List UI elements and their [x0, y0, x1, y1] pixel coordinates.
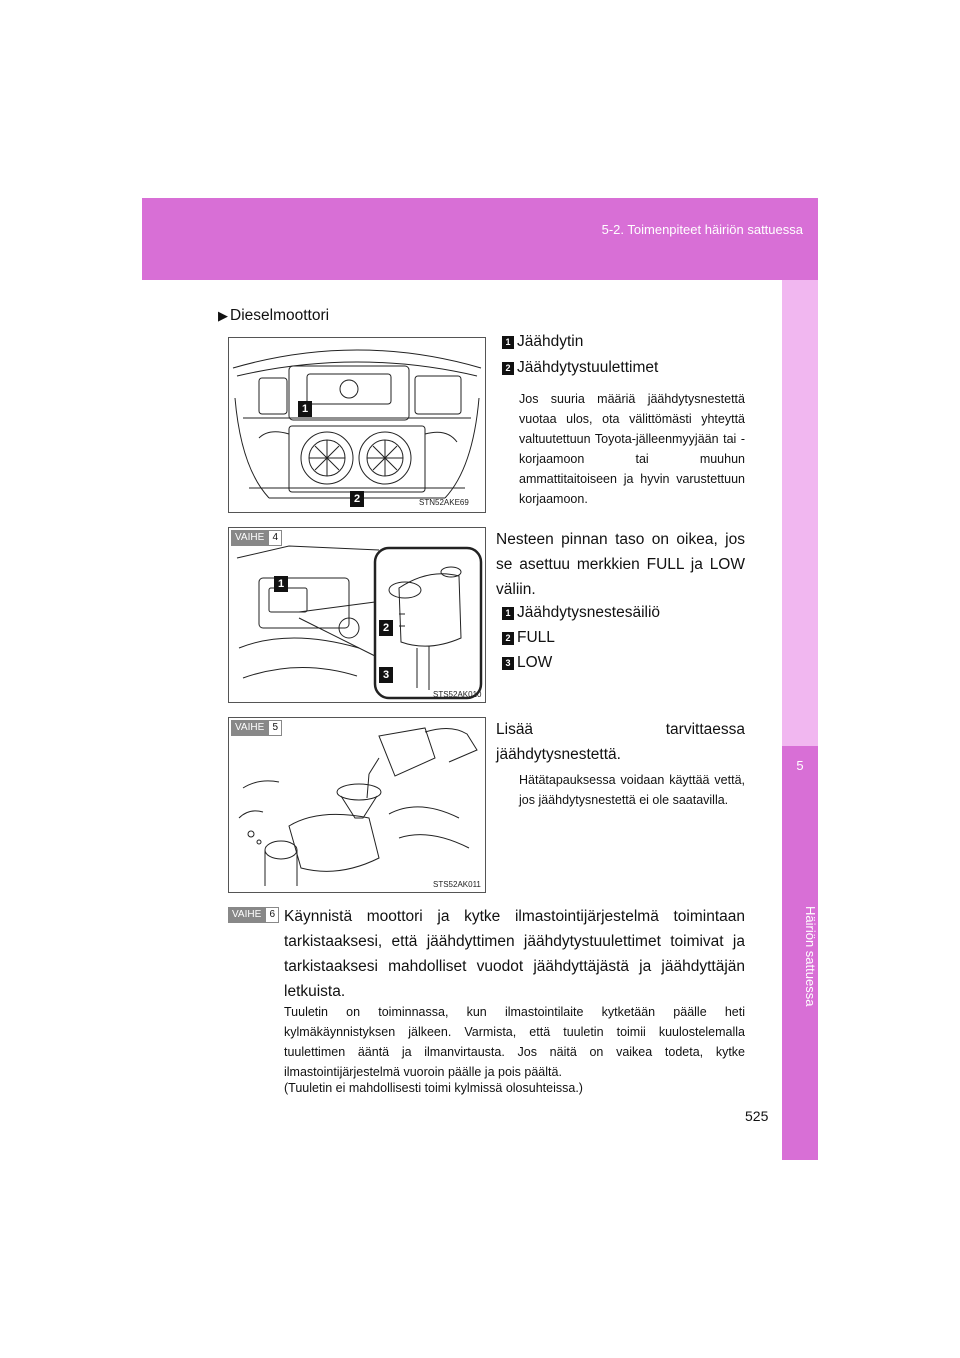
- callout-1: 1: [298, 401, 312, 417]
- callout-2: 2: [502, 632, 514, 645]
- step5-instruction: Lisää tarvittaessa jäähdytysnestettä.: [496, 721, 745, 763]
- triangle-bullet-icon: ▶: [218, 308, 228, 323]
- figure-code: STS52AK011: [433, 880, 481, 889]
- legend-label: Jäähdytystuulettimet: [517, 359, 659, 376]
- legend-item: [502, 333, 583, 351]
- page-number: 525: [745, 1108, 769, 1124]
- chapter-tab: [782, 746, 818, 1160]
- callout-1: 1: [502, 607, 514, 620]
- step4-instruction: [496, 527, 745, 602]
- header-band: [142, 198, 818, 280]
- step-tag: [231, 720, 282, 736]
- section-heading: [218, 307, 329, 325]
- step-number: 4: [268, 530, 282, 546]
- step-tag: [228, 907, 279, 923]
- step4-text: Nesteen pinnan taso on oikea, jos se asettuu merkkien FULL ja LOW väliin.: [496, 531, 745, 598]
- chapter-number: 5: [796, 758, 804, 773]
- section-title: 5-2. Toimenpiteet häiriön sattuessa: [601, 222, 803, 237]
- leak-note: Jos suuria määriä jäähdytysnestettä vuotaa ulos, ota välittömästi yhteyttä valtuutettuun Toyota-jälleenmyyjään tai -korjaamoon tai muuhun ammattitaitoiseen ja hyvin varustettuun korjaamoon.: [519, 392, 745, 506]
- fan-note: Tuuletin on toiminnassa, kun ilmastointilaite kytketään päälle heti kylmäkäynnistyksen jälkeen. Varmista, että tuuletin toimii kuulostelemalla tuulettimen ääntä ja ilmanvirtausta. Jos näitä on vaikea todeta, kytke ilmastointijärjestelmä vuoroin päälle ja pois päältä.: [284, 1005, 745, 1079]
- chapter-title: Häiriön sattuessa: [803, 905, 818, 1007]
- step-tag: [231, 530, 282, 546]
- pouring-illustration: [229, 718, 485, 892]
- reservoir-figure: [228, 527, 486, 703]
- callout-2: 2: [379, 620, 393, 636]
- step-number: 5: [268, 720, 282, 736]
- heading-text: Dieselmoottori: [230, 307, 330, 324]
- legend-label: FULL: [517, 629, 555, 646]
- fan-note-cold: (Tuuletin ei mahdollisesti toimi kylmissä olosuhteissa.): [284, 1081, 583, 1095]
- callout-3: 3: [379, 667, 393, 683]
- step-word: VAIHE: [231, 530, 268, 546]
- step-word: VAIHE: [228, 907, 265, 923]
- legend-label: Jäähdytysnestesäiliö: [517, 604, 661, 621]
- legend-item: [502, 654, 552, 672]
- step6-instruction: Käynnistä moottori ja kytke ilmastointijärjestelmä toimintaan tarkistaaksesi, että jäähdyttimen jäähdytystuulettimet toimivat ja tarkistaaksesi mahdolliset vuodot jäähdyttäjästä ja jäähdyttäjän letkuista.: [284, 908, 745, 1000]
- legend-item: [502, 629, 555, 647]
- pouring-figure: [228, 717, 486, 893]
- legend-item: [502, 604, 660, 622]
- legend-label: LOW: [517, 654, 553, 671]
- callout-1: 1: [274, 576, 288, 592]
- figure-code: STN52AKE69: [419, 498, 469, 507]
- figure-code: STS52AK010: [433, 690, 482, 699]
- legend-label: Jäähdytin: [517, 333, 584, 350]
- engine-bay-figure: [228, 337, 486, 513]
- engine-bay-illustration: [229, 338, 485, 512]
- callout-1: 1: [502, 336, 514, 349]
- step-number: 6: [265, 907, 279, 923]
- callout-2: 2: [502, 362, 514, 375]
- water-note: Hätätapauksessa voidaan käyttää vettä, jos jäähdytysnestettä ei ole saatavilla.: [519, 773, 745, 807]
- callout-3: 3: [502, 657, 514, 670]
- reservoir-illustration: [229, 528, 485, 702]
- legend-item: [502, 359, 658, 377]
- step-word: VAIHE: [231, 720, 268, 736]
- callout-2: 2: [350, 491, 364, 507]
